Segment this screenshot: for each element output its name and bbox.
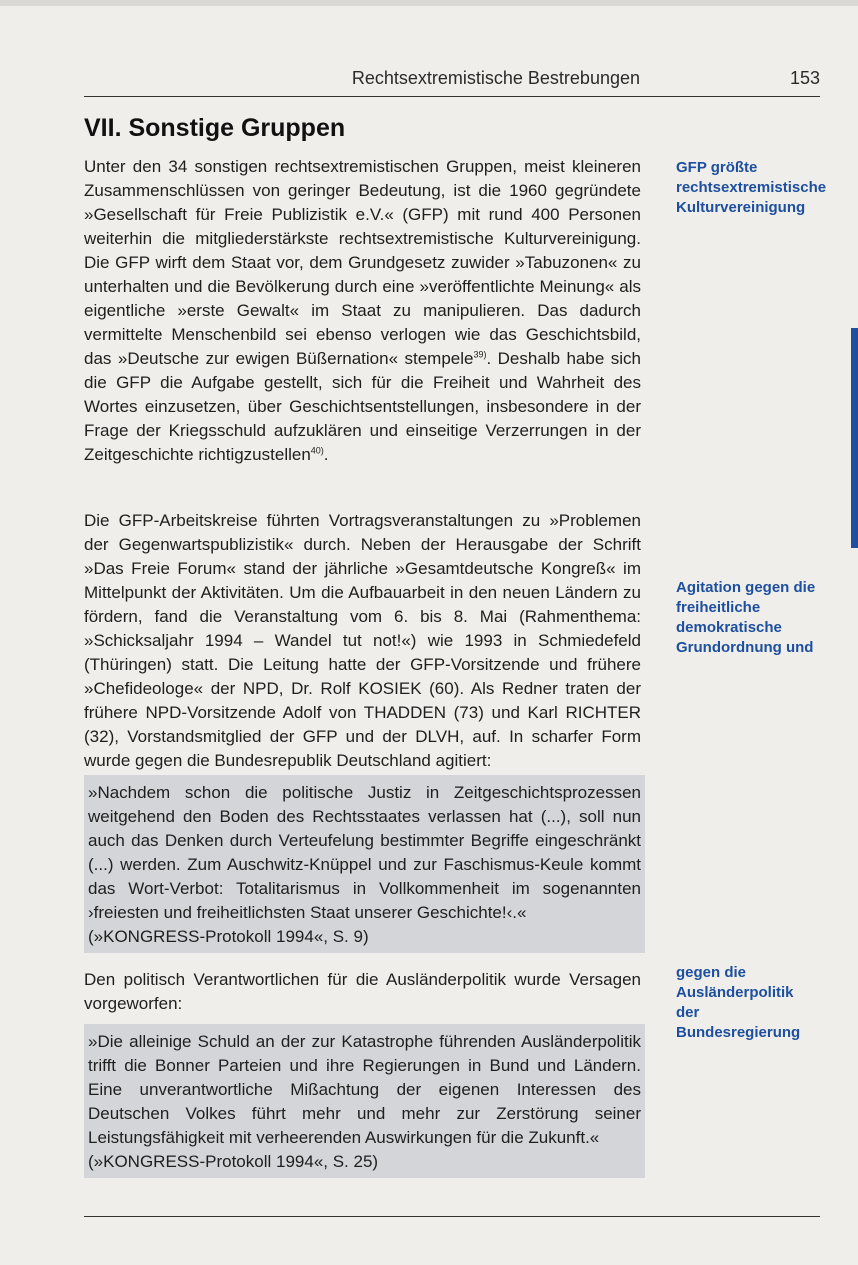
paragraph-text: Unter den 34 sonstigen rechtsextremistischen Gruppen, meist kleineren Zusammenschlüssen von geringer Bedeutung, ist die 1960 gegründete »Gesellschaft für Freie Publizistik e.V.« (GFP) mit rund 400 Personen weiterhin die mitgliederstärkste rechtsextremistische Kulturvereinigung. Die GFP wirft dem Staat vor, dem Grundgesetz zuwider »Tabuzonen« zu unterhalten und die Bevölkerung durch eine »veröffentlichte Meinung« als eigentliche »erste Gewalt« im Staat zu manipulieren. Das dadurch vermittelte Menschenbild sei ebenso verlogen wie das Geschichtsbild, das »Deutsche zur ewigen Büßernation« stempele bbox=[84, 157, 641, 368]
paragraph-gfp-intro bbox=[84, 155, 641, 467]
margin-note-gfp: GFP größte rechtsextremistische Kulturvereinigung bbox=[676, 159, 827, 216]
page-top-edge bbox=[0, 0, 858, 6]
quote-block-1 bbox=[84, 775, 645, 953]
section-title: VII. Sonstige Gruppen bbox=[84, 114, 346, 142]
quote-text: »Die alleinige Schuld an der zur Katastrophe führenden Ausländerpolitik trifft die Bonner Parteien und ihre Regierungen in Bund und Ländern. Eine unverantwortliche Mißachtung der eigenen Interessen des Deutschen Volkes führt mehr und mehr zur Zerstörung seiner Leistungsfähigkeit mit verheerenden Auswirkungen für die Zukunft.« bbox=[88, 1032, 641, 1147]
quote-source: (»KONGRESS-Protokoll 1994«, S. 9) bbox=[88, 927, 369, 946]
paragraph-text: . Deshalb habe sich die GFP die Aufgabe gestellt, sich für die Freiheit und Wahrheit des Wortes einzusetzen, über Geschichtsentstellungen, insbesondere in der Frage der Kriegsschuld aufzuklären und einseitige Verzerrungen in der Zeitgeschichte richtigzustellen bbox=[84, 349, 641, 464]
quote-block-2 bbox=[84, 1024, 645, 1178]
footnote-ref: 39) bbox=[473, 349, 487, 360]
header-rule bbox=[84, 96, 820, 97]
margin-note-auslaenderpolitik: gegen die Ausländerpolitik der Bundesregierung bbox=[676, 964, 801, 1041]
quote-text: »Nachdem schon die politische Justiz in Zeitgeschichtsprozessen weitgehend den Boden des Rechtsstaates verlassen hat (...), soll nun auch das Denken durch Verteufelung bestimmter Begriffe eingeschränkt (...) werden. Zum Auschwitz-Knüppel und zur Faschismus-Keule kommt das Wort-Verbot: Totalitarismus in Vollkommenheit im sogenannten ›freiesten und freiheitlichsten Staat unserer Geschichte!‹.« bbox=[88, 783, 641, 922]
paragraph-text: . bbox=[323, 445, 329, 464]
chapter-side-marker bbox=[851, 328, 858, 548]
footer-rule bbox=[84, 1216, 820, 1217]
page-number: 153 bbox=[789, 68, 820, 88]
paragraph-gfp-activities: Die GFP-Arbeitskreise führten Vortragsveranstaltungen zu »Problemen der Gegenwartspublizistik« durch. Neben der Herausgabe der Schrift »Das Freie Forum« stand der jährliche »Gesamtdeutsche Kongreß« im Mittelpunkt der Aktivitäten. Um die Aufbauarbeit in den neuen Ländern zu fördern, fand die Veranstaltung vom 6. bis 8. Mai (Rahmenthema: »Schicksaljahr 1994 – Wandel tut not!«) wie 1993 in Schmiedefeld (Thüringen) statt. Die Leitung hatte der GFP-Vorsitzende und frühere »Chefideologe« der NPD, Dr. Rolf KOSIEK (60). Als Redner traten der frühere NPD-Vorsitzende Adolf von THADDEN (73) und Karl RICHTER (32), Vorstandsmitglied der GFP und der DLVH, auf. In scharfer Form wurde gegen die Bundesrepublik Deutschland agitiert: bbox=[84, 511, 641, 770]
running-header: Rechtsextremistische Bestrebungen bbox=[351, 68, 640, 88]
paragraph-auslaenderpolitik: Den politisch Verantwortlichen für die Ausländerpolitik wurde Versagen vorgeworfen: bbox=[84, 970, 641, 1013]
quote-source: (»KONGRESS-Protokoll 1994«, S. 25) bbox=[88, 1152, 379, 1171]
footnote-ref: 40) bbox=[310, 445, 324, 456]
margin-note-agitation: Agitation gegen die freiheitliche demokratische Grundordnung und bbox=[676, 579, 816, 656]
